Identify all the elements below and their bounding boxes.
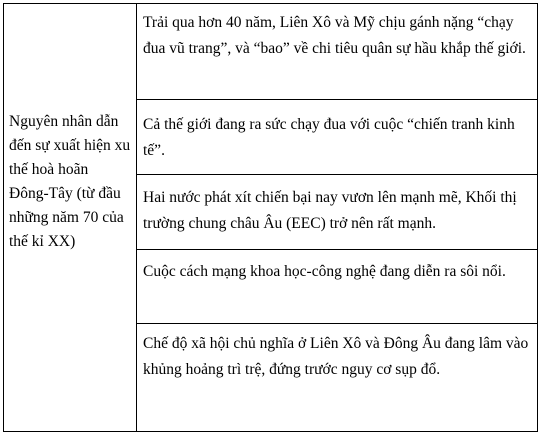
table-cell-4: Cuộc cách mạng khoa học-công nghệ đang diễn ra sôi nổi. — [143, 263, 506, 280]
row-divider — [136, 249, 537, 250]
table-cell-3: Hai nước phát xít chiến bại nay vươn lên mạnh mẽ, Khối thị trường chung châu Âu (EEC) trở nên rất mạnh. — [143, 189, 517, 232]
row-header-cell: Nguyên nhân dẫn đến sự xuất hiện xu thế hoà hoãn Đông-Tây (từ đầu những năm 70 của thế kỉ XX) — [9, 113, 131, 250]
table-cell-2: Cả thế giới đang ra sức chạy đua với cuộc “chiến tranh kinh tế”. — [143, 116, 515, 159]
table-cell-5: Chế độ xã hội chủ nghĩa ở Liên Xô và Đông Âu đang lâm vào khủng hoảng trì trệ, đứng trước nguy cơ sụp đổ. — [143, 335, 529, 378]
row-divider — [136, 99, 537, 100]
row-divider — [136, 174, 537, 175]
causes-table — [3, 3, 538, 432]
row-divider — [136, 323, 537, 324]
table-cell-1: Trải qua hơn 40 năm, Liên Xô và Mỹ chịu gánh nặng “chạy đua vũ trang”, và “bao” về chi tiêu quân sự hầu khắp thế giới. — [143, 14, 526, 57]
column-divider — [136, 4, 137, 431]
